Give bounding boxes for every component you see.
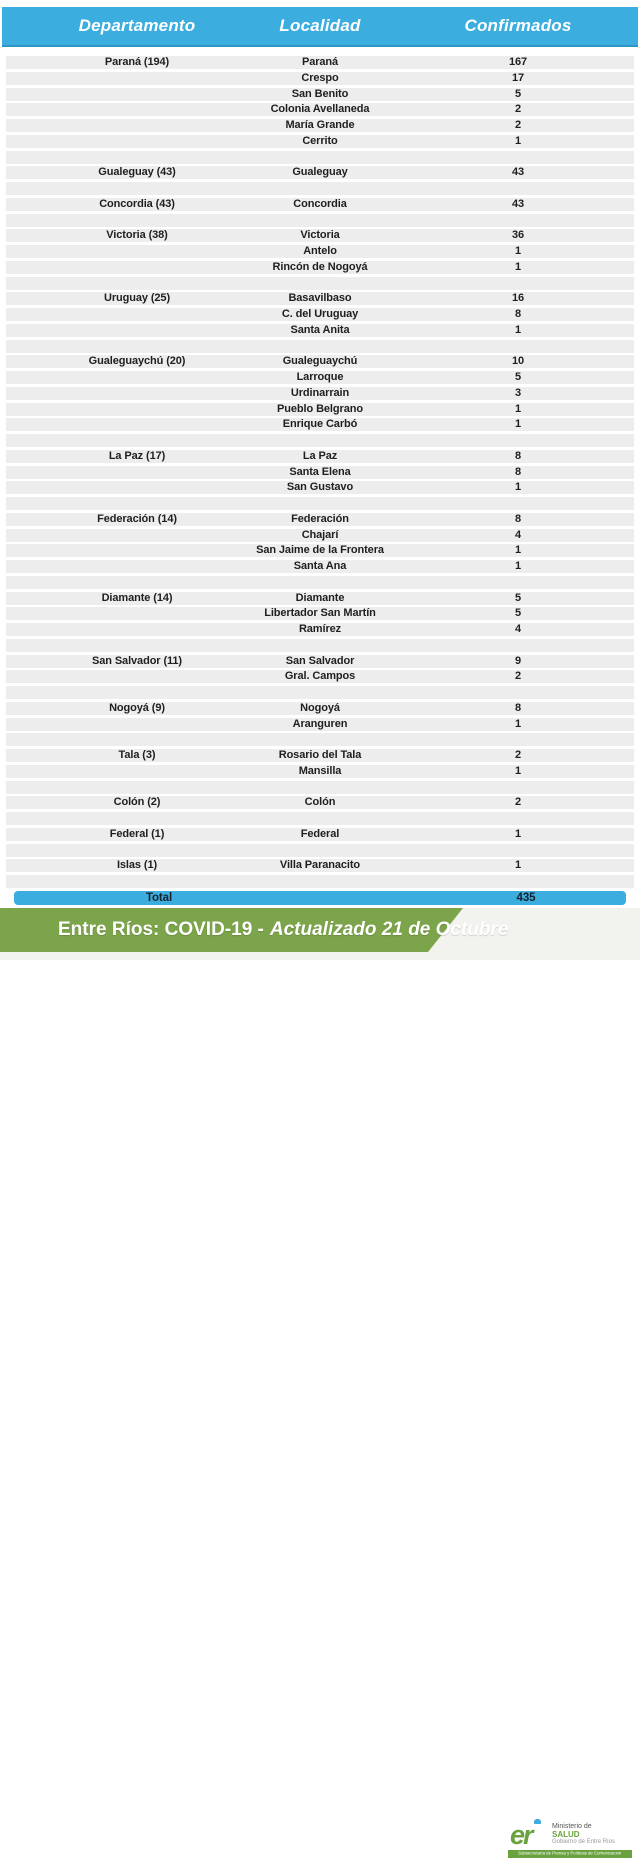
table-row [6, 355, 634, 368]
confirmed-cell: 2 [514, 119, 522, 131]
locality-cell: Concordia [293, 197, 347, 210]
ministry-line1: Ministerio de [552, 1823, 592, 1830]
er-logo-icon: er [510, 1820, 532, 1850]
spacer-row [6, 875, 634, 888]
ministry-text [552, 1823, 615, 1846]
locality-cell: San Benito [291, 87, 349, 100]
spacer-row [6, 182, 634, 195]
table-row [6, 56, 634, 69]
department-cell: Paraná (194) [104, 56, 170, 68]
footer-title-date: Actualizado 21 de Octubre [269, 919, 509, 940]
table-row [6, 828, 634, 841]
locality-cell: Basavilbaso [288, 292, 352, 305]
confirmed-cell: 4 [514, 528, 522, 541]
spacer-row [6, 781, 634, 794]
department-cell: Concordia (43) [99, 197, 175, 210]
table-row [6, 119, 634, 132]
table-row [6, 529, 634, 542]
ministry-banner-text: Subsecretaría de Prensa y Políticas de Comunicación [518, 1851, 622, 1857]
confirmed-cell: 36 [511, 229, 525, 242]
confirmed-cell: 5 [514, 591, 522, 604]
table-row [6, 450, 634, 463]
department-cell: Nogoyá (9) [109, 701, 165, 714]
table-row [6, 718, 634, 731]
spacer-row [6, 497, 634, 510]
locality-cell: Libertador San Martín [264, 607, 376, 620]
table-row [6, 670, 634, 683]
table-row [6, 324, 634, 337]
confirmed-cell: 8 [514, 449, 522, 462]
confirmed-cell: 5 [514, 371, 522, 383]
confirmed-cell: 4 [514, 623, 522, 635]
spacer-row [6, 340, 634, 353]
confirmed-cell: 1 [514, 402, 522, 415]
spacer-row [6, 844, 634, 857]
table-row [6, 544, 634, 557]
locality-cell: Diamante [295, 591, 345, 604]
locality-cell: Federación [291, 512, 349, 525]
locality-cell: Mansilla [298, 764, 342, 777]
locality-cell: Crespo [301, 71, 339, 84]
locality-cell: C. del Uruguay [281, 308, 359, 320]
table-body [6, 56, 634, 905]
table-row [6, 261, 634, 274]
confirmed-cell: 1 [514, 323, 522, 336]
locality-cell: Gualeguay [292, 166, 348, 179]
confirmed-cell: 43 [511, 166, 525, 179]
confirmed-cell: 1 [514, 764, 522, 777]
confirmed-cell: 1 [514, 544, 522, 557]
confirmed-cell: 8 [514, 308, 522, 320]
locality-cell: Urdinarrain [290, 386, 350, 399]
confirmed-cell: 8 [514, 512, 522, 525]
locality-cell: Cerrito [302, 134, 338, 147]
table-row [6, 198, 634, 211]
confirmed-cell: 1 [514, 260, 522, 273]
confirmed-cell: 167 [508, 56, 528, 68]
confirmed-cell: 2 [514, 103, 522, 116]
table-row [6, 387, 634, 400]
table-row [6, 229, 634, 242]
table-row [6, 418, 634, 431]
locality-cell: Santa Ana [293, 560, 347, 572]
locality-cell: Paraná [301, 56, 339, 68]
department-cell: Tala (3) [118, 749, 156, 761]
department-cell: Gualeguaychú (20) [88, 355, 186, 368]
department-cell: Federal (1) [109, 827, 165, 840]
header-localidad: Localidad [279, 16, 361, 35]
locality-cell: Chajarí [301, 528, 339, 541]
locality-cell: Colonia Avellaneda [270, 103, 370, 116]
table-row [6, 292, 634, 305]
table-row [6, 655, 634, 668]
table-row [6, 88, 634, 101]
department-cell: La Paz (17) [108, 449, 166, 462]
table-row [6, 245, 634, 258]
confirmed-cell: 43 [511, 197, 525, 210]
confirmed-cell: 2 [514, 749, 522, 761]
locality-cell: Larroque [296, 371, 344, 383]
department-cell: Diamante (14) [101, 591, 173, 604]
confirmed-cell: 1 [514, 245, 522, 257]
header-confirmados: Confirmados [464, 16, 572, 35]
table-row [6, 859, 634, 872]
table-row [6, 513, 634, 526]
table-row [6, 623, 634, 636]
confirmed-cell: 1 [514, 481, 522, 494]
locality-cell: Victoria [300, 229, 340, 242]
department-cell: Gualeguay (43) [98, 166, 176, 179]
locality-cell: Enrique Carbó [282, 418, 358, 431]
er-logo-cap-icon [534, 1819, 541, 1824]
table-row [6, 749, 634, 762]
ministry-logo [508, 1820, 632, 1860]
department-cell: Uruguay (25) [103, 292, 171, 305]
confirmed-cell: 3 [514, 386, 522, 399]
confirmed-cell: 17 [511, 71, 525, 84]
locality-cell: Colón [304, 796, 336, 809]
table-row [6, 166, 634, 179]
table-row [6, 72, 634, 85]
confirmed-cell: 10 [511, 355, 525, 368]
department-cell: Islas (1) [116, 859, 158, 872]
confirmed-cell: 8 [514, 701, 522, 714]
total-value: 435 [516, 891, 536, 904]
table-row [6, 371, 634, 384]
spacer-row [6, 151, 634, 164]
spacer-row [6, 686, 634, 699]
locality-cell: Santa Anita [290, 323, 350, 336]
confirmed-cell: 1 [514, 134, 522, 147]
confirmed-cell: 1 [514, 827, 522, 840]
ministry-line3: Gobierno de Entre Ríos [552, 1839, 616, 1846]
spacer-row [6, 576, 634, 589]
confirmed-cell: 1 [514, 560, 522, 572]
confirmed-cell: 1 [514, 418, 522, 431]
spacer-row [6, 277, 634, 290]
locality-cell: Rincón de Nogoyá [272, 260, 368, 273]
table-row [6, 702, 634, 715]
total-label: Total [145, 891, 173, 904]
locality-cell: Nogoyá [300, 701, 340, 714]
locality-cell: La Paz [302, 449, 338, 462]
table-row [6, 135, 634, 148]
locality-cell: María Grande [285, 119, 355, 131]
department-cell: Victoria (38) [106, 229, 168, 242]
spacer-row [6, 434, 634, 447]
confirmed-cell: 1 [514, 717, 522, 730]
locality-cell: Rosario del Tala [278, 749, 362, 761]
locality-cell: Pueblo Belgrano [277, 402, 363, 415]
locality-cell: San Salvador [285, 654, 355, 667]
ministry-banner-bar [508, 1850, 632, 1858]
locality-cell: Villa Paranacito [279, 859, 361, 872]
table-row [6, 560, 634, 573]
table-row [6, 765, 634, 778]
locality-cell: San Jaime de la Frontera [256, 544, 384, 557]
table-row [6, 607, 634, 620]
locality-cell: San Gustavo [286, 481, 354, 494]
confirmed-cell: 16 [511, 292, 525, 305]
department-cell: San Salvador (11) [91, 654, 183, 667]
table-row [6, 308, 634, 321]
ministry-line2: SALUD [552, 1829, 580, 1839]
table-row [6, 481, 634, 494]
table-header [2, 7, 638, 47]
confirmed-cell: 2 [514, 796, 522, 809]
spacer-row [6, 812, 634, 825]
locality-cell: Antelo [303, 245, 337, 257]
table-row [6, 403, 634, 416]
table-row [6, 592, 634, 605]
confirmed-cell: 9 [514, 654, 522, 667]
spacer-row [6, 639, 634, 652]
table-row [6, 796, 634, 809]
department-cell: Colón (2) [113, 796, 161, 809]
spacer-row [6, 733, 634, 746]
locality-cell: Santa Elena [289, 465, 351, 478]
locality-cell: Ramírez [298, 623, 342, 635]
confirmed-cell: 8 [514, 465, 522, 478]
footer-title [58, 908, 509, 952]
confirmed-cell: 5 [514, 87, 522, 100]
locality-cell: Federal [300, 827, 340, 840]
locality-cell: Gualeguaychú [282, 355, 358, 368]
spacer-row [6, 214, 634, 227]
header-departamento: Departamento [78, 16, 196, 35]
department-cell: Federación (14) [97, 512, 177, 525]
confirmed-cell: 5 [514, 607, 522, 620]
footer-title-main: Entre Ríos: COVID-19 - [58, 919, 264, 940]
locality-cell: Gral. Campos [284, 670, 356, 683]
confirmed-cell: 1 [514, 859, 522, 872]
table-row [6, 466, 634, 479]
locality-cell: Aranguren [292, 717, 348, 730]
table-row [6, 103, 634, 116]
confirmed-cell: 2 [514, 670, 522, 683]
total-row [14, 891, 626, 905]
footer [0, 908, 640, 1857]
